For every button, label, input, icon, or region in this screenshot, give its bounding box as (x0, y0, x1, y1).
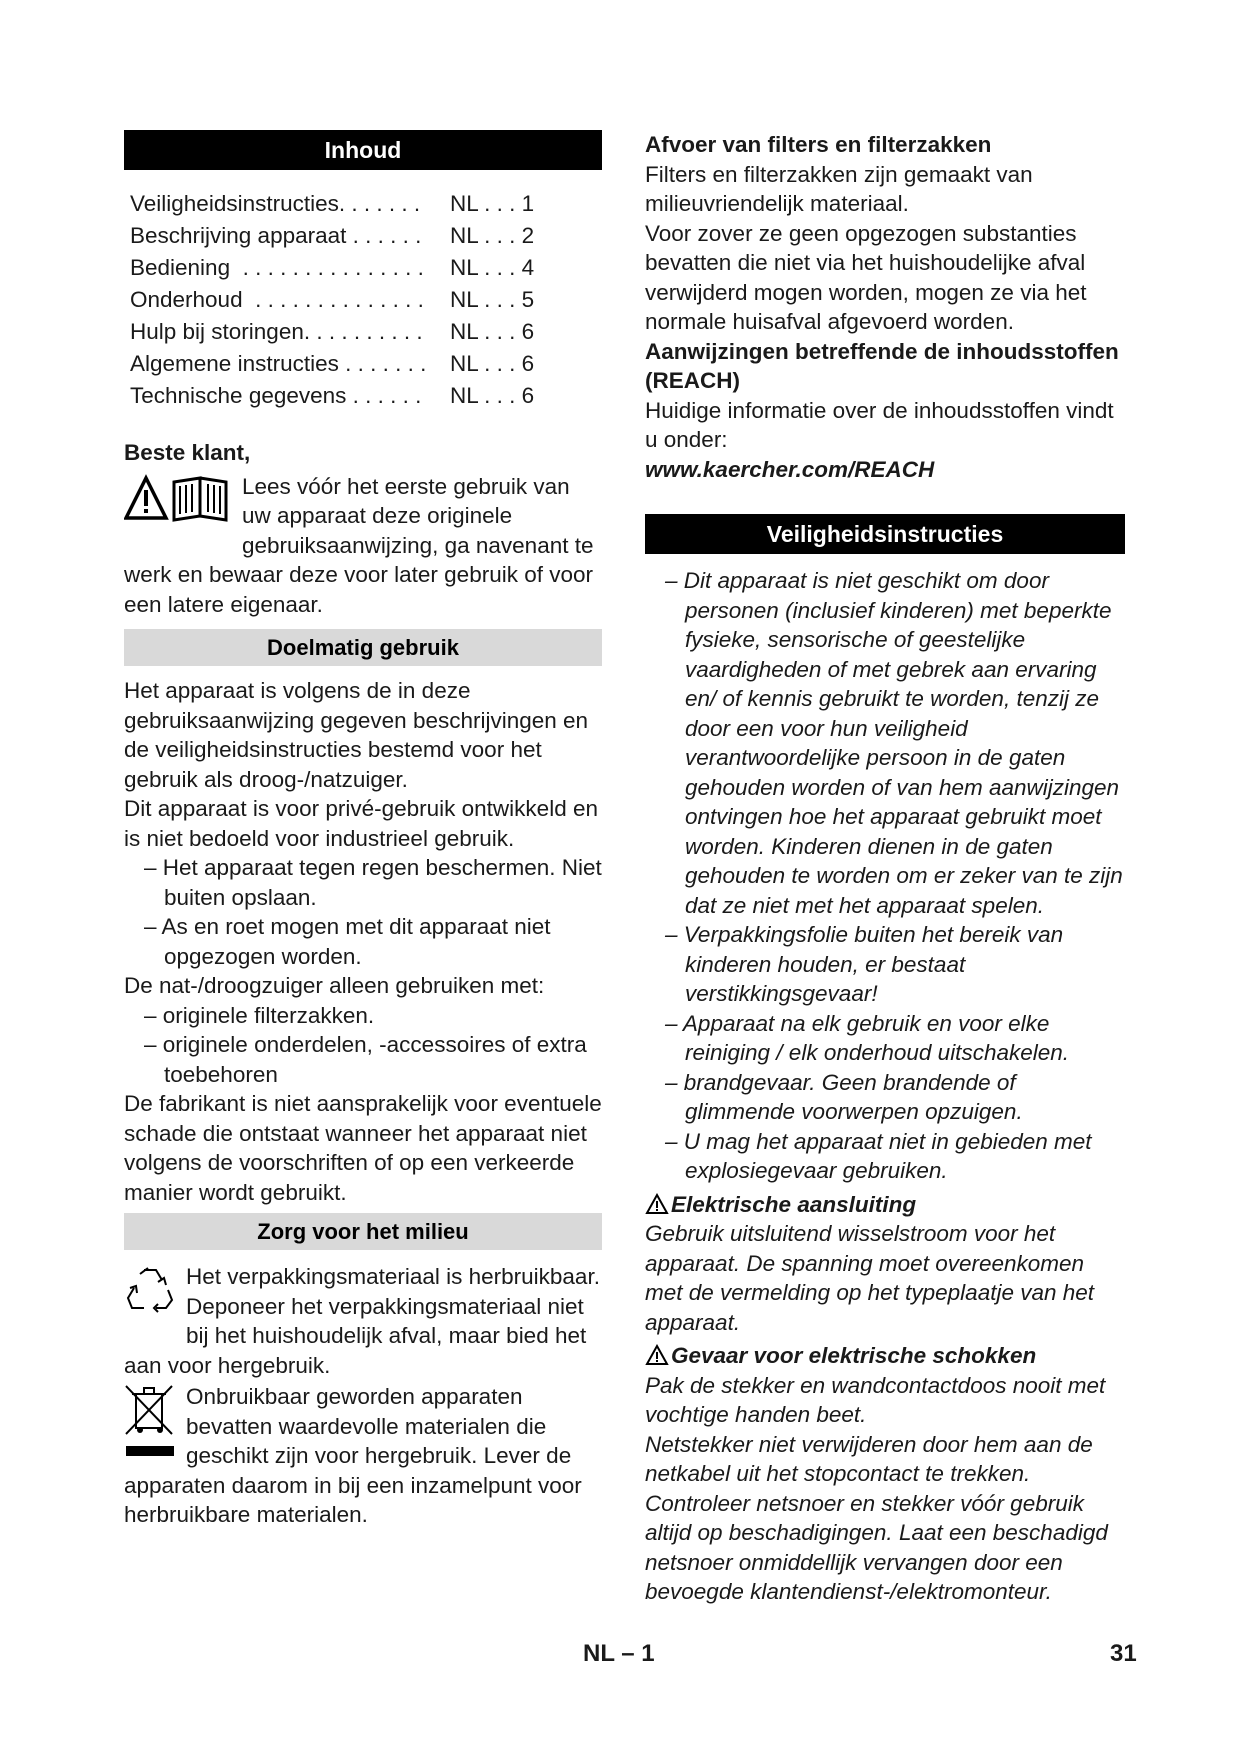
list-item: – originele filterzakken. (144, 1002, 375, 1028)
afvoer-heading: Afvoer van filters en filterzakken (645, 132, 992, 157)
footer-section-label: NL – 1 (583, 1640, 655, 1667)
intro-block (124, 472, 602, 620)
paragraph: De nat-/droogzuiger alleen gebruiken met: (124, 973, 545, 998)
list-item: – Dit apparaat is niet geschikt om door personen (inclusief kinderen) met beperkte fysieke, sensorische of geestelijke vaardigheden of met gebrek aan ervaring en/ of kennis gebruikt te worden, tenzij ze door een voor hun veiligheid verantwoordelijke persoon in de gaten gehouden worden of van hem aanwijzingen ontvingen hoe het apparaat gebruikt moet worden. Kinderen dienen in de gaten gehouden te worden om er zeker van te zijn dat ze niet met het apparaat spelen. (665, 568, 1123, 918)
left-column (124, 130, 602, 1530)
warning-manual-icon (124, 474, 232, 532)
toc-row[interactable]: Technische gegevens . . . . . . NL . . . 6 (130, 383, 535, 408)
milieu-body (124, 1262, 602, 1530)
reach-heading: Aanwijzingen betreffende de inhoudsstoffen (REACH) (645, 338, 1119, 393)
intro-text: Lees vóór het eerste gebruik van uw apparaat deze originele gebruiksaanwijzing, ga navenant te werk en bewaar deze voor later gebruik of voor een latere eigenaar. (124, 473, 594, 617)
reach-link[interactable]: www.kaercher.com/REACH (645, 456, 935, 482)
paragraph: Voor zover ze geen opgezogen substanties bevatten die niet via het huishoudelijke afval verwijderd mogen worden, mogen ze via het normale huisafval afgevoerd worden. (645, 220, 1087, 334)
toc-row[interactable]: Beschrijving apparaat . . . . . . NL . . . 2 (130, 223, 535, 248)
paragraph: Het verpakkingsmateriaal is herbruikbaar. Deponeer het verpakkingsmateriaal niet bij het huishoudelijk afval, maar bied het aan voor hergebruik. (124, 1264, 600, 1378)
paragraph: Netstekker niet verwijderen door hem aan de netkabel uit het stopcontact te trekken. (645, 1431, 1093, 1486)
section-title-doelmatig: Doelmatig gebruik (124, 629, 602, 666)
paragraph: Controleer netsnoer en stekker vóór gebruik altijd op beschadigingen. Laat een beschadigd netsnoer onmiddellijk vervangen door een bevoegde klantendienst-/elektromonteur. (645, 1490, 1108, 1604)
toc-row[interactable]: Veiligheidsinstructies. . . . . . . NL . . . 1 (130, 191, 535, 216)
list-item: – brandgevaar. Geen brandende of glimmende voorwerpen opzuigen. (665, 1069, 1023, 1124)
recycle-icon (124, 1264, 176, 1322)
toc-title: Inhoud (124, 130, 602, 170)
doelmatig-body (124, 676, 602, 1207)
warning-icon (645, 1344, 669, 1366)
heading-text: Gevaar voor elektrische schokken (671, 1343, 1037, 1368)
paragraph: Pak de stekker en wandcontactdoos nooit met vochtige handen beet. (645, 1372, 1106, 1427)
section-title-veiligheid: Veiligheidsinstructies (645, 514, 1125, 554)
crossed-bin-icon (124, 1384, 176, 1468)
list-item: – Verpakkingsfolie buiten het bereik van kinderen houden, er bestaat verstikkingsgevaar! (665, 922, 1064, 1006)
page-number: 31 (1110, 1640, 1137, 1667)
list-item: – As en roet mogen met dit apparaat niet opgezogen worden. (144, 914, 551, 969)
list-item: – Apparaat na elk gebruik en voor elke reiniging / elk onderhoud uitschakelen. (665, 1010, 1070, 1065)
toc-row[interactable]: Bediening . . . . . . . . . . . . . . . NL . . . 4 (130, 255, 535, 280)
right-column (645, 130, 1125, 1607)
heading-text: Elektrische aansluiting (671, 1191, 917, 1217)
toc-row[interactable]: Hulp bij storingen. . . . . . . . . . NL . . . 6 (130, 319, 535, 344)
list-item: – Het apparaat tegen regen beschermen. Niet buiten opslaan. (144, 855, 602, 910)
toc-row[interactable]: Onderhoud . . . . . . . . . . . . . . NL . . . 5 (130, 287, 535, 312)
paragraph: Het apparaat is volgens de in deze gebruiksaanwijzing gegeven beschrijvingen en de veiligheidsinstructies bestemd voor het gebruik als droog-/natzuiger. (124, 678, 589, 792)
paragraph: Onbruikbaar geworden apparaten bevatten waardevolle materialen die geschikt zijn voor hergebruik. Lever de apparaten daarom in bij een inzamelpunt voor herbruikbare materialen. (124, 1384, 582, 1527)
section-title-milieu: Zorg voor het milieu (124, 1213, 602, 1250)
paragraph: Filters en filterzakken zijn gemaakt van milieuvriendelijk materiaal. (645, 161, 1033, 216)
elektrisch-heading (645, 1190, 1125, 1220)
list-item: – originele onderdelen, -accessoires of extra toebehoren (144, 1032, 587, 1087)
table-of-contents (130, 188, 602, 412)
paragraph: De fabrikant is niet aansprakelijk voor eventuele schade die ontstaat wanneer het apparaat niet volgens de voorschriften of op een verkeerde manier wordt gebruikt. (124, 1091, 602, 1205)
intro-heading: Beste klant, (124, 440, 251, 465)
list-item: – U mag het apparaat niet in gebieden met explosiegevaar gebruiken. (665, 1128, 1092, 1183)
paragraph: Huidige informatie over de inhoudsstoffen vindt u onder: (645, 397, 1114, 452)
schokken-heading (645, 1341, 1125, 1371)
veiligheid-body (645, 566, 1125, 1186)
schokken-body (645, 1371, 1125, 1607)
paragraph: Dit apparaat is voor privé-gebruik ontwikkeld en is niet bedoeld voor industrieel gebruik. (124, 796, 598, 851)
toc-row[interactable]: Algemene instructies . . . . . . . NL . . . 6 (130, 351, 535, 376)
paragraph: Gebruik uitsluitend wisselstroom voor het apparaat. De spanning moet overeenkomen met de vermelding op het typeplaatje van het apparaat. (645, 1221, 1095, 1335)
warning-icon (645, 1193, 669, 1215)
